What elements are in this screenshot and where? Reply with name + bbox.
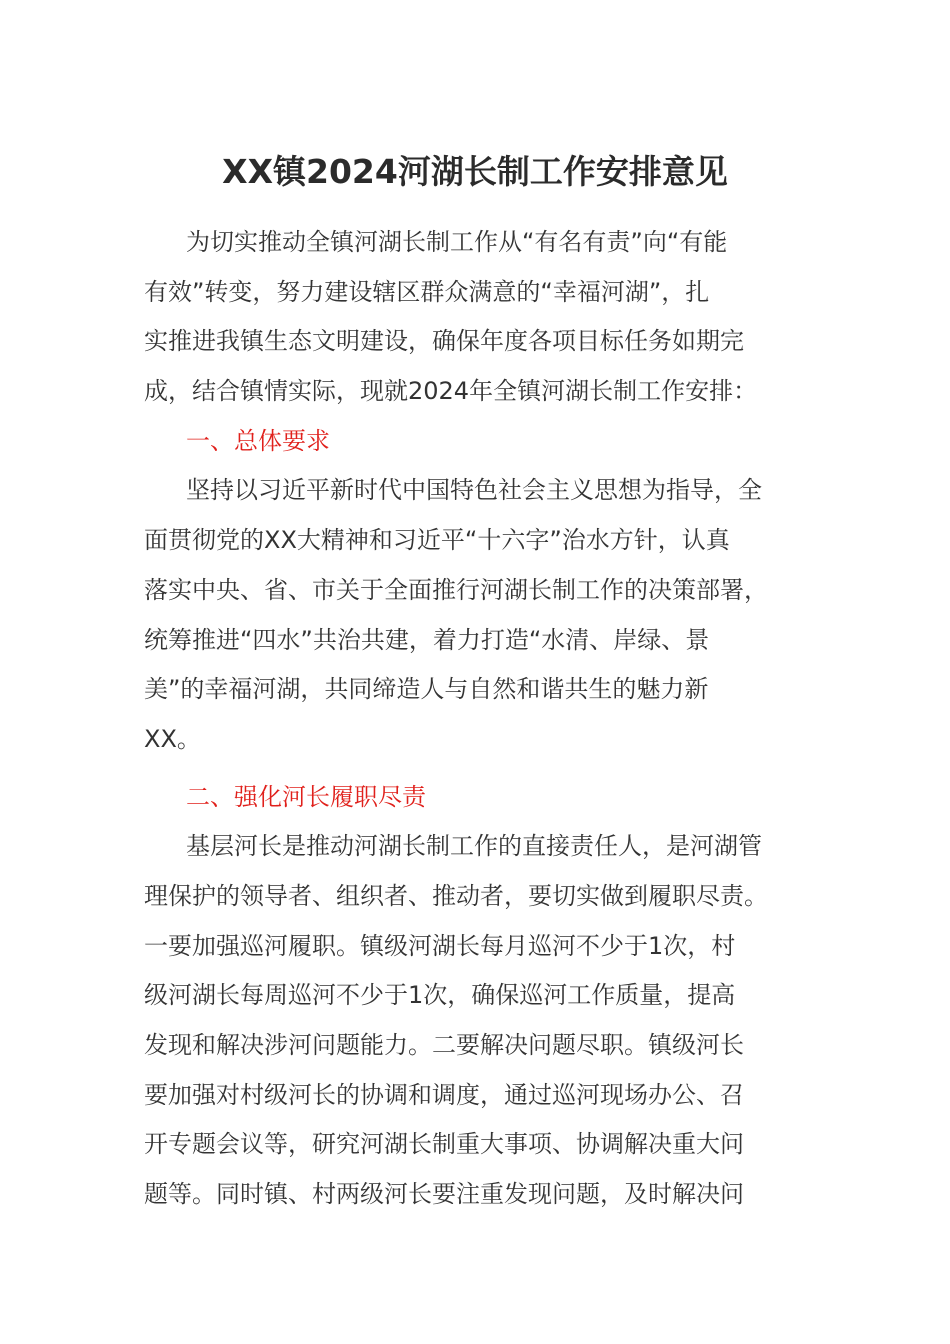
section-line: 坚持以习近平新时代中国特色社会主义思想为指导，全 bbox=[186, 476, 762, 505]
section-line: 美”的幸福河湖，共同缔造人与自然和谐共生的魅力新 bbox=[144, 675, 709, 704]
paragraph-gap bbox=[144, 765, 814, 773]
intro-line: 成，结合镇情实际，现就2024年全镇河湖长制工作安排： bbox=[144, 377, 758, 406]
section-line: 要加强对村级河长的协调和调度，通过巡河现场办公、召 bbox=[144, 1080, 744, 1109]
section-line: 基层河长是推动河湖长制工作的直接责任人，是河湖管 bbox=[186, 832, 762, 861]
section-line: 一要加强巡河履职。镇级河湖长每月巡河不少于1次，村 bbox=[144, 931, 736, 960]
section-heading-general-requirements: 一、总体要求 bbox=[186, 426, 330, 455]
document-body bbox=[144, 218, 814, 1220]
section-line: 发现和解决涉河问题能力。二要解决问题尽职。镇级河长 bbox=[144, 1031, 744, 1059]
section-heading-river-chief-duties: 二、强化河长履职尽责 bbox=[186, 782, 426, 811]
section-line: 理保护的领导者、组织者、推动者，要切实做到履职尽责。 bbox=[144, 881, 768, 910]
intro-line: 实推进我镇生态文明建设，确保年度各项目标任务如期完 bbox=[144, 327, 744, 356]
section-line: 开专题会议等，研究河湖长制重大事项、协调解决重大问 bbox=[144, 1130, 744, 1159]
section-line: 题等。同时镇、村两级河长要注重发现问题，及时解决问 bbox=[144, 1180, 744, 1209]
section-line: 面贯彻党的XX大精神和习近平“十六字”治水方针，认真 bbox=[144, 526, 730, 555]
intro-line: 为切实推动全镇河湖长制工作从“有名有责”向“有能 bbox=[186, 228, 728, 256]
section-line: 级河湖长每周巡河不少于1次，确保巡河工作质量，提高 bbox=[144, 981, 736, 1010]
document-title: XX镇2024河湖长制工作安排意见 bbox=[222, 152, 728, 191]
section-line: XX。 bbox=[144, 724, 201, 753]
intro-line: 有效”转变，努力建设辖区群众满意的“幸福河湖”，扎 bbox=[144, 277, 710, 306]
section-line: 落实中央、省、市关于全面推行河湖长制工作的决策部署， bbox=[144, 575, 768, 604]
section-line: 统筹推进“四水”共治共建，着力打造“水清、岸绿、景 bbox=[144, 625, 710, 654]
